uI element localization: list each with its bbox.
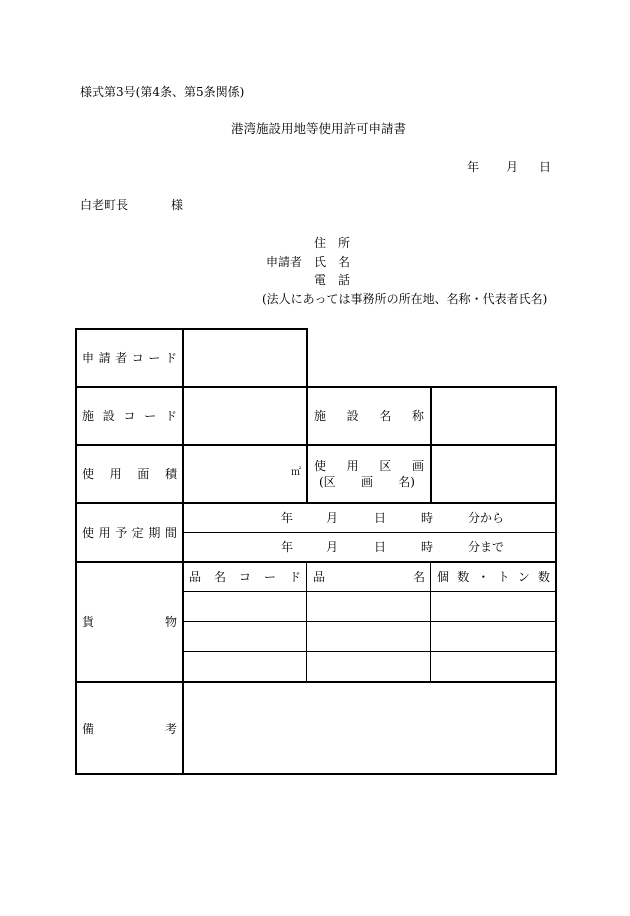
cargo-item-name-input[interactable] [307,622,430,651]
applicant-code-input[interactable] [184,330,306,386]
applicant-address-label: 住 所 [314,236,351,250]
table-border [555,386,557,775]
cargo-quantity-input[interactable] [431,622,555,651]
period-end-year: 年 [281,540,294,554]
addressee-honorific: 様 [171,198,184,212]
period-end-day: 日 [374,540,387,554]
usage-zone-input[interactable] [432,446,555,502]
label-facility-name: 施 設 名 称 [314,409,424,423]
period-start-hour: 時 [421,511,434,525]
document-title: 港湾施設用地等使用許可申請書 [231,121,407,136]
remarks-input[interactable] [184,683,555,773]
facility-code-input[interactable] [184,388,306,444]
facility-name-input[interactable] [432,388,555,444]
date-day: 日 [539,160,552,174]
period-start-month: 月 [326,511,339,525]
label-usage-area: 使 用 面 積 [82,467,177,481]
label-zone-name: (区 画 名) [319,475,415,489]
date-month: 月 [506,160,519,174]
applicant-note: (法人にあっては事務所の所在地、名称・代表者氏名) [262,292,548,306]
period-end-month: 月 [326,540,339,554]
label-usage-period: 使 用 予 定 期 間 [82,526,177,540]
applicant-name-label: 氏 名 [314,255,351,269]
date-year: 年 [467,160,480,174]
table-border [75,773,557,775]
cargo-item-name-input[interactable] [307,652,430,681]
header-item-name: 品 名 [313,570,425,584]
label-facility-code: 施 設 コ ー ド [82,409,177,423]
form-number: 様式第3号(第4条、第5条関係) [80,85,245,99]
cargo-quantity-input[interactable] [431,592,555,621]
applicant-phone-label: 電 話 [314,273,351,287]
applicant-prefix: 申請者 [266,255,303,269]
area-unit: ㎡ [291,467,301,478]
label-remarks: 備 考 [82,722,177,736]
header-quantity: 個 数 ・ ト ン 数 [437,570,550,584]
label-cargo: 貨 物 [82,615,177,629]
cargo-item-name-input[interactable] [307,592,430,621]
period-start-year: 年 [281,511,294,525]
period-start-day: 日 [374,511,387,525]
usage-area-input[interactable] [184,446,306,502]
cargo-item-code-input[interactable] [184,622,306,651]
period-start-minute: 分から [468,511,505,525]
period-end-hour: 時 [421,540,434,554]
label-applicant-code: 申 請 者 コ ー ド [82,351,177,365]
table-border [75,561,557,563]
cargo-item-code-input[interactable] [184,592,306,621]
cargo-item-code-input[interactable] [184,652,306,681]
label-usage-zone: 使 用 区 画 [314,459,424,473]
period-end-minute: 分まで [468,540,505,554]
header-item-code: 品 名 コ ー ド [189,570,301,584]
cargo-quantity-input[interactable] [431,652,555,681]
table-border [306,328,308,504]
table-border [75,328,77,775]
addressee-name: 白老町長 [80,198,129,212]
